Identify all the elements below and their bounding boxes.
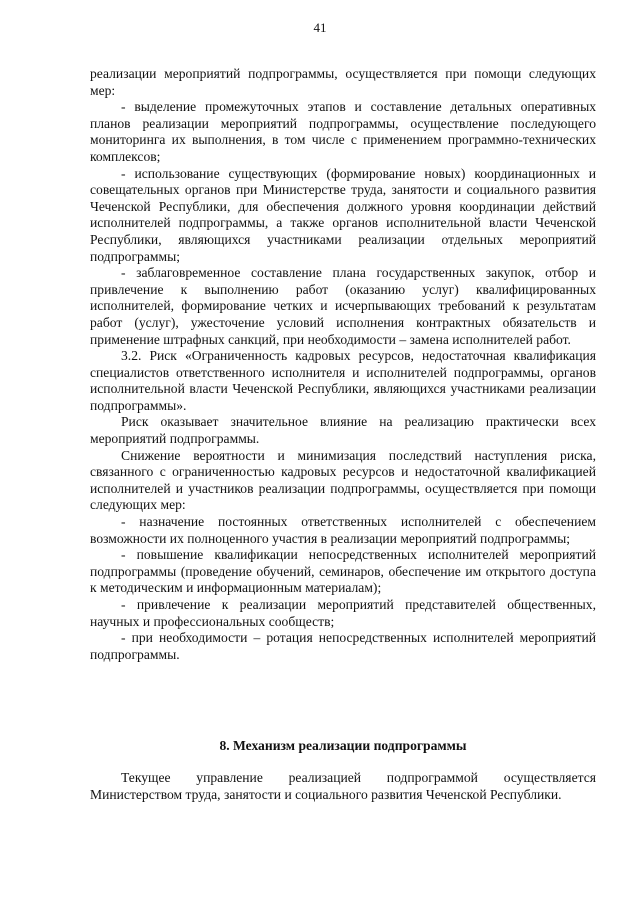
paragraph: 3.2. Риск «Ограниченность кадровых ресурсов, недостаточная квалификация специалистов ответственного исполнителя и исполнителей подпрограммы, органов исполнительной власти Чеченской Республики, являющихся участниками реализации подпрограммы». [90,348,596,413]
body-text [90,66,596,663]
paragraph: реализации мероприятий подпрограммы, осуществляется при помощи следующих мер: [90,66,596,98]
paragraph: Текущее управление реализацией подпрограммой осуществляется Министерством труда, занятости и социального развития Чеченской Республики. [90,770,596,802]
paragraph: Риск оказывает значительное влияние на реализацию практически всех мероприятий подпрограммы. [90,414,596,447]
section-text [90,770,596,803]
paragraph: - при необходимости – ротация непосредственных исполнителей мероприятий подпрограммы. [90,630,596,662]
section-heading: 8. Механизм реализации подпрограммы [219,738,467,753]
page-number: 41 [313,20,327,35]
paragraph: - заблаговременное составление плана государственных закупок, отбор и привлечение к выполнению работ (оказанию услуг) квалифицированных исполнителей, формирование четких и исчерпывающих требований к результатам работ (услуг), ужесточение условий исполнения контрактных обязательств и применение штрафных санкций, при необходимости – замена исполнителей работ. [90,265,596,347]
paragraph: - использование существующих (формирование новых) координационных и совещательных органов при Министерстве труда, занятости и социального развития Чеченской Республики, для обеспечения должного уровня координации действий исполнителей подпрограммы, а также органов исполнительной власти Чеченской Республики, являющихся участниками реализации отдельных мероприятий подпрограммы; [90,165,596,264]
paragraph: - повышение квалификации непосредственных исполнителей мероприятий подпрограммы (проведение обучений, семинаров, обеспечение им открытого доступа к методическим и информационным материалам); [90,547,596,596]
paragraph: - привлечение к реализации мероприятий представителей общественных, научных и профессиональных сообществ; [90,597,596,629]
paragraph: - выделение промежуточных этапов и составление детальных оперативных планов реализации мероприятий подпрограммы, осуществление последующего мониторинга их выполнения, в том числе с применением программно-технических комплексов; [90,99,596,164]
paragraph: Снижение вероятности и минимизация последствий наступления риска, связанного с ограниченностью кадровых ресурсов и недостаточной квалификацией исполнителей и участников реализации подпрограммы, осуществляется при помощи следующих мер: [90,447,596,513]
paragraph: - назначение постоянных ответственных исполнителей с обеспечением возможности их полноценного участия в реализации мероприятий подпрограммы; [90,514,596,546]
